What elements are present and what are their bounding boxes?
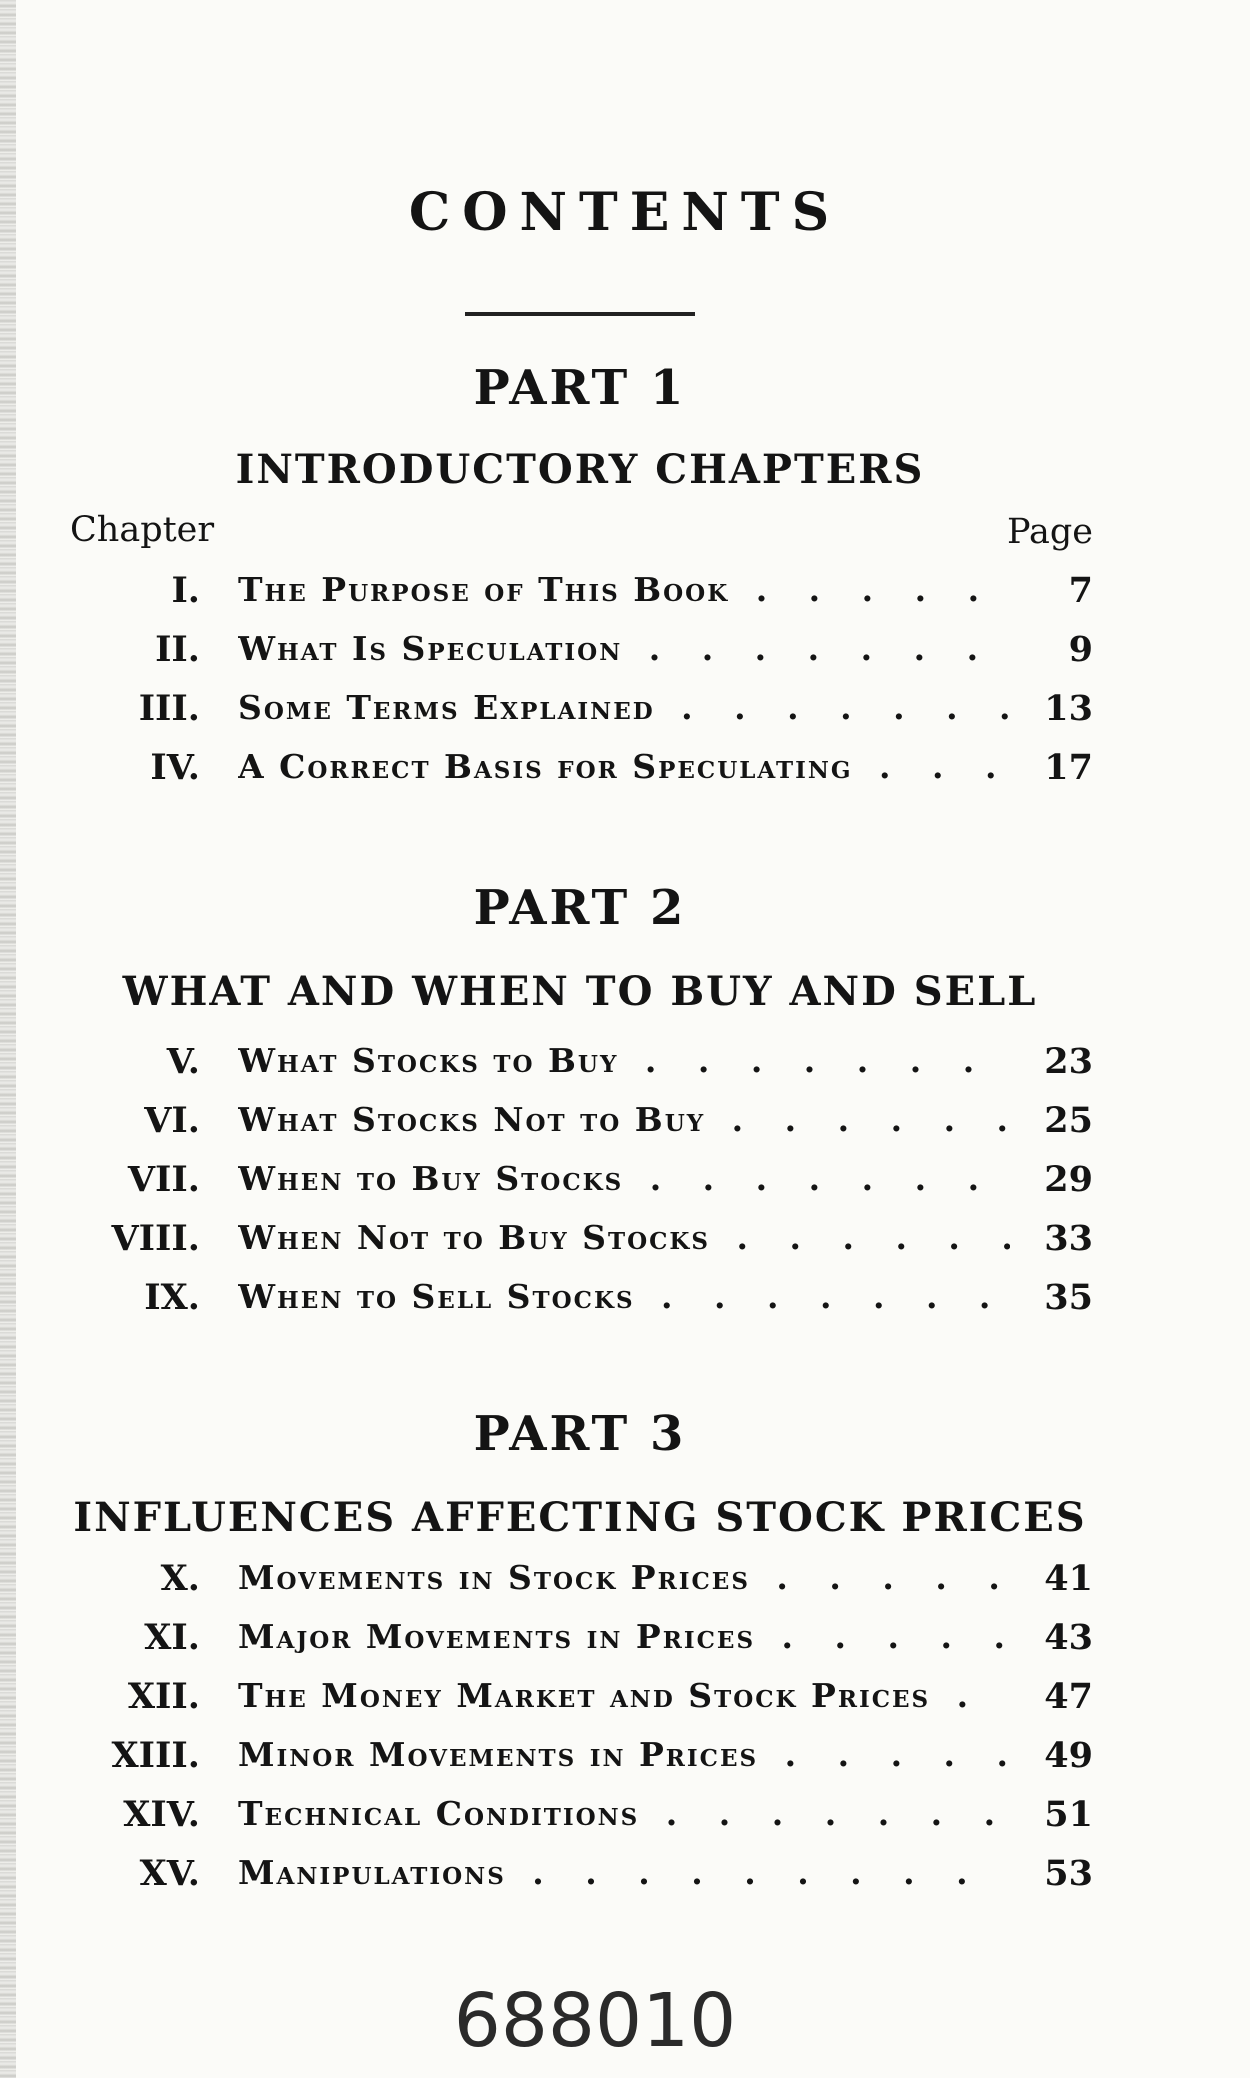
- page-number: 51: [1034, 1794, 1093, 1835]
- toc-entry[interactable]: [0, 747, 1250, 803]
- chapter-numeral: XV.: [139, 1853, 200, 1894]
- chapter-title: A Correct Basis for Speculating . . .: [238, 747, 1010, 803]
- toc-entry[interactable]: [0, 1676, 1250, 1732]
- page-number: 41: [1034, 1558, 1093, 1599]
- chapter-title: Manipulations . . .: [238, 1853, 1010, 1909]
- page-number: 49: [1034, 1735, 1093, 1776]
- chapter-numeral: I.: [171, 570, 200, 611]
- chapter-numeral: III.: [138, 688, 200, 729]
- title-divider: [465, 312, 695, 316]
- page-number: 47: [1034, 1676, 1093, 1717]
- toc-entry[interactable]: [0, 688, 1250, 744]
- chapter-title: When to Sell Stocks . . .: [238, 1277, 1010, 1333]
- chapter-title: Minor Movements in Prices . . .: [238, 1735, 1010, 1791]
- chapter-numeral: V.: [166, 1041, 200, 1082]
- toc-entry[interactable]: [0, 1558, 1250, 1614]
- chapter-numeral: XII.: [127, 1676, 200, 1717]
- chapter-numeral: VIII.: [111, 1218, 200, 1259]
- part-3-heading: PART 3: [473, 1406, 687, 1462]
- chapter-title: The Money Market and Stock Prices . . .: [238, 1676, 1010, 1732]
- toc-entry[interactable]: [0, 570, 1250, 626]
- chapter-title: The Purpose of This Book . . .: [238, 570, 1010, 626]
- chapter-title: Some Terms Explained . . .: [238, 688, 1010, 744]
- page-number: 17: [1034, 747, 1093, 788]
- chapter-numeral: XIII.: [111, 1735, 200, 1776]
- chapter-title: Major Movements in Prices . . .: [238, 1617, 1010, 1673]
- toc-entry[interactable]: [0, 1735, 1250, 1791]
- chapter-title: Movements in Stock Prices . . .: [238, 1558, 1010, 1614]
- page-number: 33: [1034, 1218, 1093, 1259]
- chapter-title: What Is Speculation . . .: [238, 629, 1010, 685]
- page-number: 35: [1034, 1277, 1093, 1318]
- part-1-subtitle: INTRODUCTORY CHAPTERS: [235, 446, 925, 493]
- page-column-label: Page: [1007, 512, 1093, 552]
- stamp-number: 688010: [453, 1978, 737, 2064]
- chapter-numeral: IV.: [150, 747, 200, 788]
- toc-entry[interactable]: [0, 1218, 1250, 1274]
- page-number: 9: [1059, 629, 1093, 670]
- page-number: 23: [1034, 1041, 1093, 1082]
- chapter-numeral: IX.: [144, 1277, 200, 1318]
- toc-entry[interactable]: [0, 1041, 1250, 1097]
- toc-entry[interactable]: [0, 1100, 1250, 1156]
- chapter-title: Technical Conditions . . .: [238, 1794, 1010, 1850]
- chapter-numeral: II.: [155, 629, 200, 670]
- page-number: 29: [1034, 1159, 1093, 1200]
- toc-entry[interactable]: [0, 1853, 1250, 1909]
- toc-entry[interactable]: [0, 629, 1250, 685]
- page-number: 25: [1034, 1100, 1093, 1141]
- page-number: 7: [1059, 570, 1093, 611]
- part-2-subtitle: WHAT AND WHEN TO BUY AND SELL: [122, 968, 1038, 1015]
- chapter-title: When Not to Buy Stocks . . .: [238, 1218, 1010, 1274]
- toc-entry[interactable]: [0, 1617, 1250, 1673]
- chapter-column-label: Chapter: [70, 510, 215, 550]
- chapter-numeral: X.: [160, 1558, 200, 1599]
- page-number: 43: [1034, 1617, 1093, 1658]
- toc-entry[interactable]: [0, 1794, 1250, 1850]
- chapter-numeral: VII.: [127, 1159, 200, 1200]
- chapter-numeral: XIV.: [123, 1794, 200, 1835]
- contents-title: CONTENTS: [408, 182, 842, 243]
- chapter-title: When to Buy Stocks . . .: [238, 1159, 1010, 1215]
- toc-entry[interactable]: [0, 1159, 1250, 1215]
- chapter-numeral: VI.: [144, 1100, 200, 1141]
- chapter-title: What Stocks to Buy . . .: [238, 1041, 1010, 1097]
- chapter-title: What Stocks Not to Buy . . .: [238, 1100, 1010, 1156]
- page-number: 53: [1034, 1853, 1093, 1894]
- part-2-heading: PART 2: [473, 880, 687, 936]
- toc-entry[interactable]: [0, 1277, 1250, 1333]
- page-number: 13: [1034, 688, 1093, 729]
- part-3-subtitle: INFLUENCES AFFECTING STOCK PRICES: [73, 1494, 1087, 1541]
- chapter-numeral: XI.: [144, 1617, 200, 1658]
- part-1-heading: PART 1: [473, 360, 687, 416]
